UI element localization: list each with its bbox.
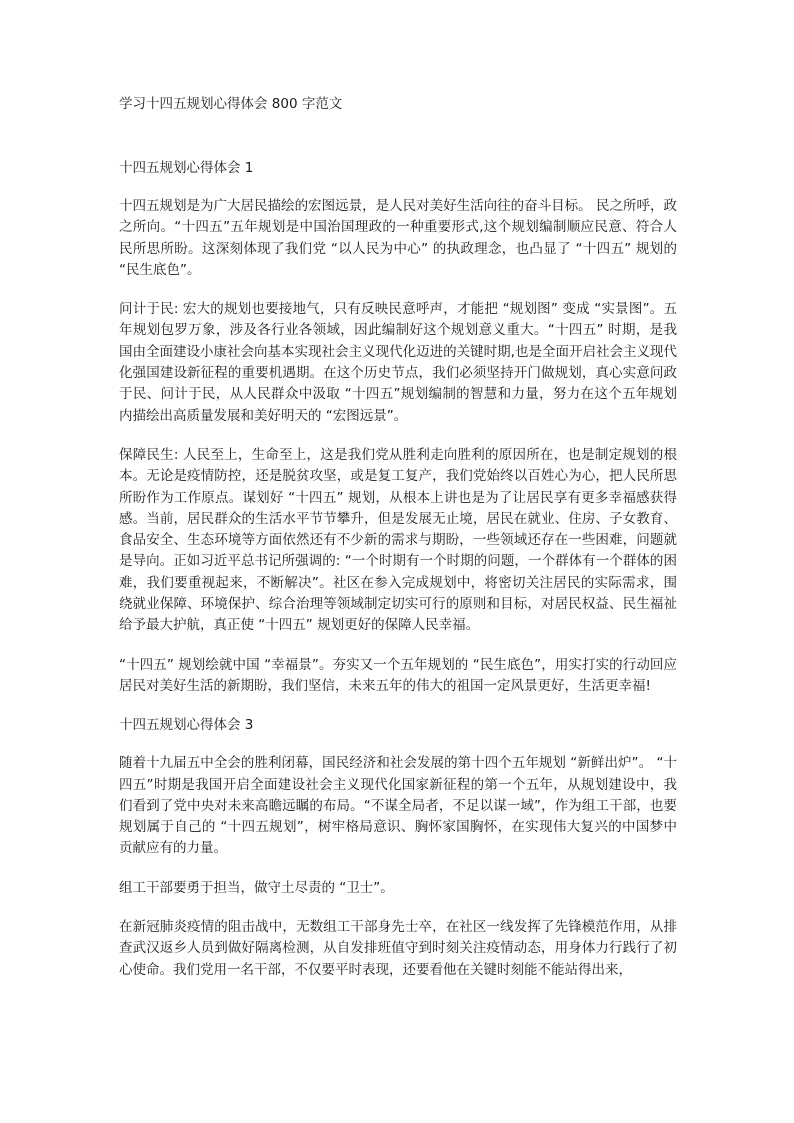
paragraph: 十四五规划是为广大居民描绘的宏图远景，是人民对美好生活向往的奋斗目标。 民之所呼，政之所向。“十四五”五年规划是中国治国理政的一种重要形式,这个规划编制顺应民意、符合人民所思所盼。这深刻体现了我们党 “以人民为中心” 的执政理念，也凸显了 “十四五” 规划的 “民生底色”。 bbox=[119, 198, 677, 278]
document-title: 学习十四五规划心得体会 800 字范文 bbox=[119, 96, 343, 112]
section-heading-3: 十四五规划心得体会 3 bbox=[119, 717, 254, 734]
document-page bbox=[119, 94, 677, 999]
paragraph: “十四五” 规划绘就中国 “幸福景”。夯实又一个五年规划的 “民生底色”，用实打实的行动回应居民对美好生活的新期盼，我们坚信，未来五年的伟大的祖国一定风景更好，生活更幸福! bbox=[119, 656, 677, 694]
paragraph: 组工干部要勇于担当，做守土尽责的 “卫士”。 bbox=[119, 879, 394, 896]
section-heading-1: 十四五规划心得体会 1 bbox=[119, 160, 254, 176]
paragraph: 随着十九届五中全会的胜利闭幕，国民经济和社会发展的第十四个五年规划 “新鲜出炉”。 “十四五”时期是我国开启全面建设社会主义现代化国家新征程的第一个五年，从规划建设中，我们看到了党中央对未来高瞻远瞩的布局。“不谋全局者，不足以谋一域”，作为组工干部，也要规划属于自己的 “十四五规划”，树牢格局意识、胸怀家国胸怀，在实现伟大复兴的中国梦中贡献应有的力量。 bbox=[119, 755, 677, 857]
paragraph: 保障民生: 人民至上，生命至上，这是我们党从胜利走向胜利的原因所在，也是制定规划的根本。无论是疫情防控，还是脱贫攻坚，或是复工复产，我们党始终以百姓心为心，把人民所思所盼作为工作原点。谋划好 “十四五” 规划，从根本上讲也是为了让居民享有更多幸福感获得感。当前，居民群众的生活水平节节攀升，但是发展无止境，居民在就业、住房、子女教育、食品安全、生态环境等方面依然还有不少新的需求与期盼，一些领域还存在一些困难，问题就是导向。正如习近平总书记所强调的: “一个时期有一个时期的问题，一个群体有一个群体的困难，我们要重视起来，不断解决”。社区在参入完成规划中，将密切关注居民的实际需求，围绕就业保障、环境保护、综合治理等领域制定切实可行的原则和目标，对居民权益、民生福祉给予最大护航，真正使 “十四五” 规划更好的保障人民幸福。 bbox=[119, 446, 677, 634]
paragraph: 在新冠肺炎疫情的阻击战中，无数组工干部身先士卒，在社区一线发挥了先锋模范作用，从排查武汉返乡人员到做好隔离检测，从自发排班值守到时刻关注疫情动态，用身体力行践行了初心使命。我们党用一名干部，不仅要平时表现，还要看他在关键时刻能不能站得出来， bbox=[119, 919, 677, 978]
paragraph: 问计于民: 宏大的规划也要接地气，只有反映民意呼声，才能把 “规划图” 变成 “实景图”。五年规划包罗万象，涉及各行业各领域，因此编制好这个规划意义重大。“十四五” 时期，是我国由全面建设小康社会向基本实现社会主义现代化迈进的关键时期,也是全面开启社会主义现代化强国建设新征程的重要机遇期。在这个历史节点，我们必须坚持开门做规划，真心实意问政于民、问计于民，从人民群众中汲取 “十四五”规划编制的智慧和力量，努力在这个五年规划内描绘出高质量发展和美好明天的 “宏图远景”。 bbox=[119, 301, 677, 424]
